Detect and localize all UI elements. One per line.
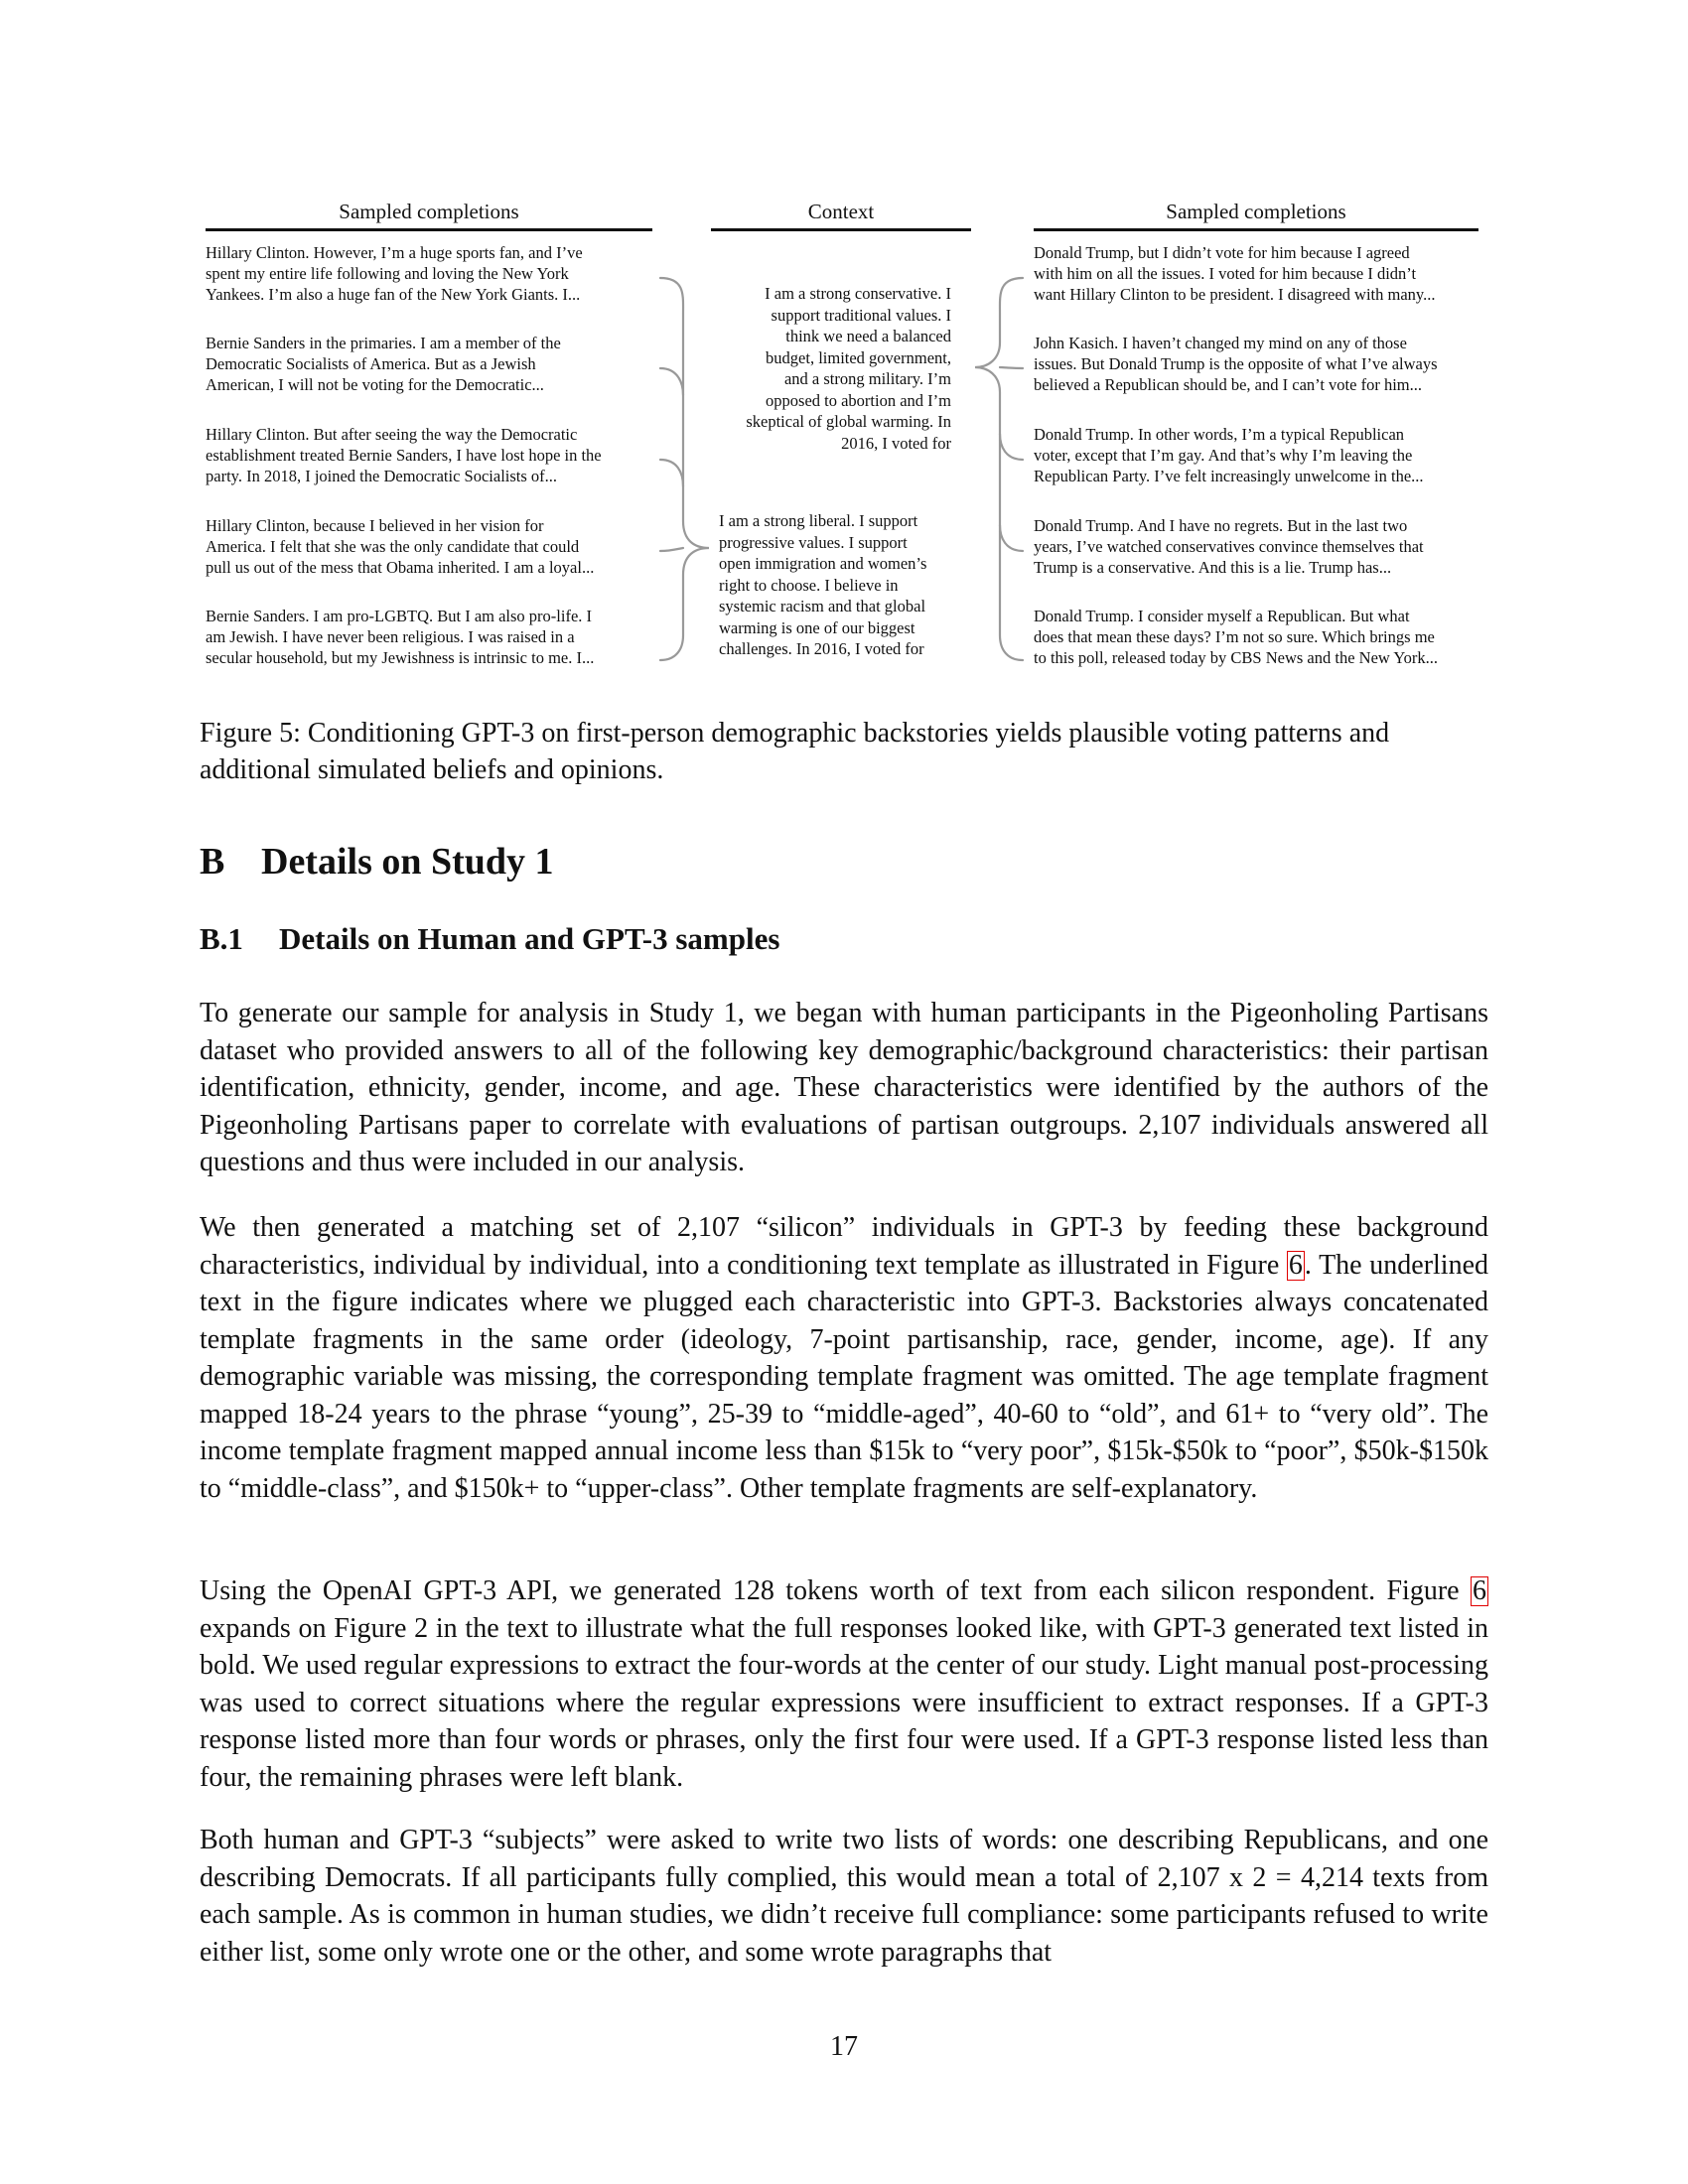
- completion-line: Donald Trump, but I didn’t vote for him because I agreed: [1034, 243, 1410, 262]
- completion-line: issues. But Donald Trump is the opposite of what I’ve always: [1034, 354, 1438, 373]
- right-brace-tick: [1000, 434, 1023, 460]
- completion-line: party. In 2018, I joined the Democratic Socialists of...: [206, 467, 558, 485]
- left-brace-tick: [660, 548, 683, 551]
- completion-line: American, I will not be voting for the Democratic...: [206, 375, 544, 394]
- context-line: right to choose. I believe in: [719, 575, 899, 595]
- figure-6-link[interactable]: 6: [1473, 1575, 1486, 1606]
- left-brace-tick: [660, 368, 683, 395]
- context-line: think we need a balanced: [785, 327, 951, 345]
- context-line: and a strong military. I’m: [783, 369, 951, 388]
- completion-line: Democratic Socialists of America. But as a Jewish: [206, 354, 536, 373]
- context-line: I am a strong conservative. I: [765, 284, 951, 303]
- subsection-heading: [200, 921, 779, 957]
- completion-line: Trump is a conservative. And this is a lie. Trump has...: [1034, 558, 1392, 577]
- left-brace: [660, 278, 709, 660]
- context-column-header: Context: [807, 200, 875, 223]
- completion-line: Yankees. I’m also a huge fan of the New York Giants. I...: [206, 285, 581, 304]
- context-line: I am a strong liberal. I support: [719, 511, 918, 530]
- paragraph-text: Using the OpenAI GPT-3 API, we generated 128 tokens worth of text from each silicon respondent. Figure: [200, 1575, 1471, 1606]
- figure-caption: Figure 5: Conditioning GPT-3 on first-person demographic backstories yields plausible voting patterns and additional simulated beliefs and opinions.: [200, 718, 1390, 785]
- context-line: support traditional values. I: [771, 305, 951, 325]
- right-brace-tick: [1000, 367, 1023, 368]
- completion-line: Donald Trump. And I have no regrets. But in the last two: [1034, 516, 1408, 535]
- paragraph-4: Both human and GPT-3 “subjects” were asked to write two lists of words: one describing Republicans, and one describing Democrats. If all participants fully complied, this would mean a total of 2,107 x 2 = 4,214 texts from each sample. As is common in human studies, we didn’t receive full compliance: some participants refused to write either list, some only wrote one or the other, and some wrote paragraphs that: [200, 1825, 1488, 1968]
- paragraph-2: [200, 1209, 1488, 1507]
- paragraph-text: expands on Figure 2 in the text to illustrate what the full responses looked like, with GPT-3 generated text listed in bold. We used regular expressions to extract the four-words at the center of our study. Light manual post-processing was used to correct situations where the regular expressions were insufficient to extract responses. If a GPT-3 response listed more than four words or phrases, only the first four were used. If a GPT-3 response listed less than four, the remaining phrases were left blank.: [200, 1612, 1488, 1793]
- left-brace-tick: [660, 460, 683, 486]
- context-line: open immigration and women’s: [719, 554, 927, 573]
- context-line: progressive values. I support: [719, 532, 908, 552]
- page-number: 17: [830, 2031, 858, 2062]
- completion-line: Republican Party. I’ve felt increasingly unwelcome in the...: [1034, 467, 1424, 485]
- paragraph-text: . The underlined text in the figure indicates where we plugged each characteristic into GPT-3. Backstories always concatenated template fragments in the same order (ideology, 7-point partisanship, race, gender, income, age). If any demographic variable was missing, the corresponding template fragment was omitted. The age template fragment mapped 18-24 years to the phrase “young”, 25-39 to “middle-aged”, 40-60 to “old”, and 61+ to “very old”. The income template fragment mapped annual income less than $15k to “very poor”, $15k-$50k to “poor”, $50k-$150k to “middle-class”, and $150k+ to “upper-class”. Other template fragments are self-explanatory.: [200, 1249, 1489, 1504]
- completion-line: Bernie Sanders. I am pro-LGBTQ. But I am also pro-life. I: [206, 607, 593, 625]
- right-column-header: Sampled completions: [1166, 200, 1346, 223]
- completion-line: John Kasich. I haven’t changed my mind on any of those: [1034, 334, 1407, 352]
- completion-line: want Hillary Clinton to be president. I disagreed with many...: [1034, 285, 1436, 304]
- context-line: budget, limited government,: [766, 347, 951, 367]
- figure-6-link[interactable]: 6: [1288, 1249, 1303, 1281]
- completion-line: pull us out of the mess that Obama inherited. I am a loyal...: [206, 558, 595, 577]
- completion-line: Donald Trump. I consider myself a Republican. But what: [1034, 607, 1410, 625]
- completion-line: Hillary Clinton. However, I’m a huge sports fan, and I’ve: [206, 243, 583, 262]
- paragraph-text: We then generated a matching set of 2,107 “silicon” individuals in GPT-3 by feeding these background characteristics, individual by individual, into a conditioning text template as illustrated in Figure: [200, 1212, 1488, 1281]
- completion-line: years, I’ve watched conservatives convince themselves that: [1034, 537, 1424, 556]
- left-column-header: Sampled completions: [339, 200, 519, 223]
- completion-line: Bernie Sanders in the primaries. I am a member of the: [206, 334, 561, 352]
- context-line: 2016, I voted for: [841, 433, 951, 453]
- section-title: Details on Study 1: [261, 841, 554, 883]
- right-brace: [975, 278, 1023, 660]
- section-number: B: [200, 841, 225, 883]
- context-line: warming is one of our biggest: [719, 617, 915, 637]
- context-line: skeptical of global warming. In: [746, 412, 951, 431]
- completion-line: Donald Trump. In other words, I’m a typical Republican: [1034, 425, 1405, 444]
- paragraph-1: To generate our sample for analysis in Study 1, we began with human participants in the Pigeonholing Partisans dataset who provided answers to all of the following key demographic/background characteristics: their partisan identification, ethnicity, gender, income, and age. These characteristics were identified by the authors of the Pigeonholing Partisans paper to correlate with evaluations of partisan outgroups. 2,107 individuals answered all questions and thus were included in our analysis.: [200, 998, 1488, 1177]
- figure-braces: [0, 0, 1688, 695]
- completion-line: spent my entire life following and loving the New York: [206, 264, 569, 283]
- completion-line: Hillary Clinton, because I believed in her vision for: [206, 516, 544, 535]
- section-heading: [200, 840, 554, 884]
- completion-line: America. I felt that she was the only candidate that could: [206, 537, 580, 556]
- completion-line: secular household, but my Jewishness is intrinsic to me. I...: [206, 648, 595, 667]
- right-brace-tick: [1000, 525, 1023, 551]
- completion-line: does that mean these days? I’m not so sure. Which brings me: [1034, 627, 1435, 646]
- completion-line: voter, except that I’m gay. And that’s why I’m leaving the: [1034, 446, 1413, 465]
- completion-line: establishment treated Bernie Sanders, I have lost hope in the: [206, 446, 602, 465]
- subsection-title: Details on Human and GPT-3 samples: [279, 921, 780, 956]
- completion-line: Hillary Clinton. But after seeing the way the Democratic: [206, 425, 578, 444]
- context-line: systemic racism and that global: [719, 597, 926, 615]
- completion-line: am Jewish. I have never been religious. I was raised in a: [206, 627, 575, 646]
- completion-line: to this poll, released today by CBS News and the New York...: [1034, 648, 1438, 667]
- completion-line: with him on all the issues. I voted for him because I didn’t: [1034, 264, 1417, 283]
- paragraph-3: [200, 1572, 1488, 1796]
- subsection-number: B.1: [200, 921, 243, 956]
- context-line: challenges. In 2016, I voted for: [719, 639, 924, 658]
- figure-5: [0, 0, 1688, 695]
- context-line: opposed to abortion and I’m: [766, 390, 951, 410]
- completion-line: believed a Republican should be, and I can’t vote for him...: [1034, 375, 1422, 394]
